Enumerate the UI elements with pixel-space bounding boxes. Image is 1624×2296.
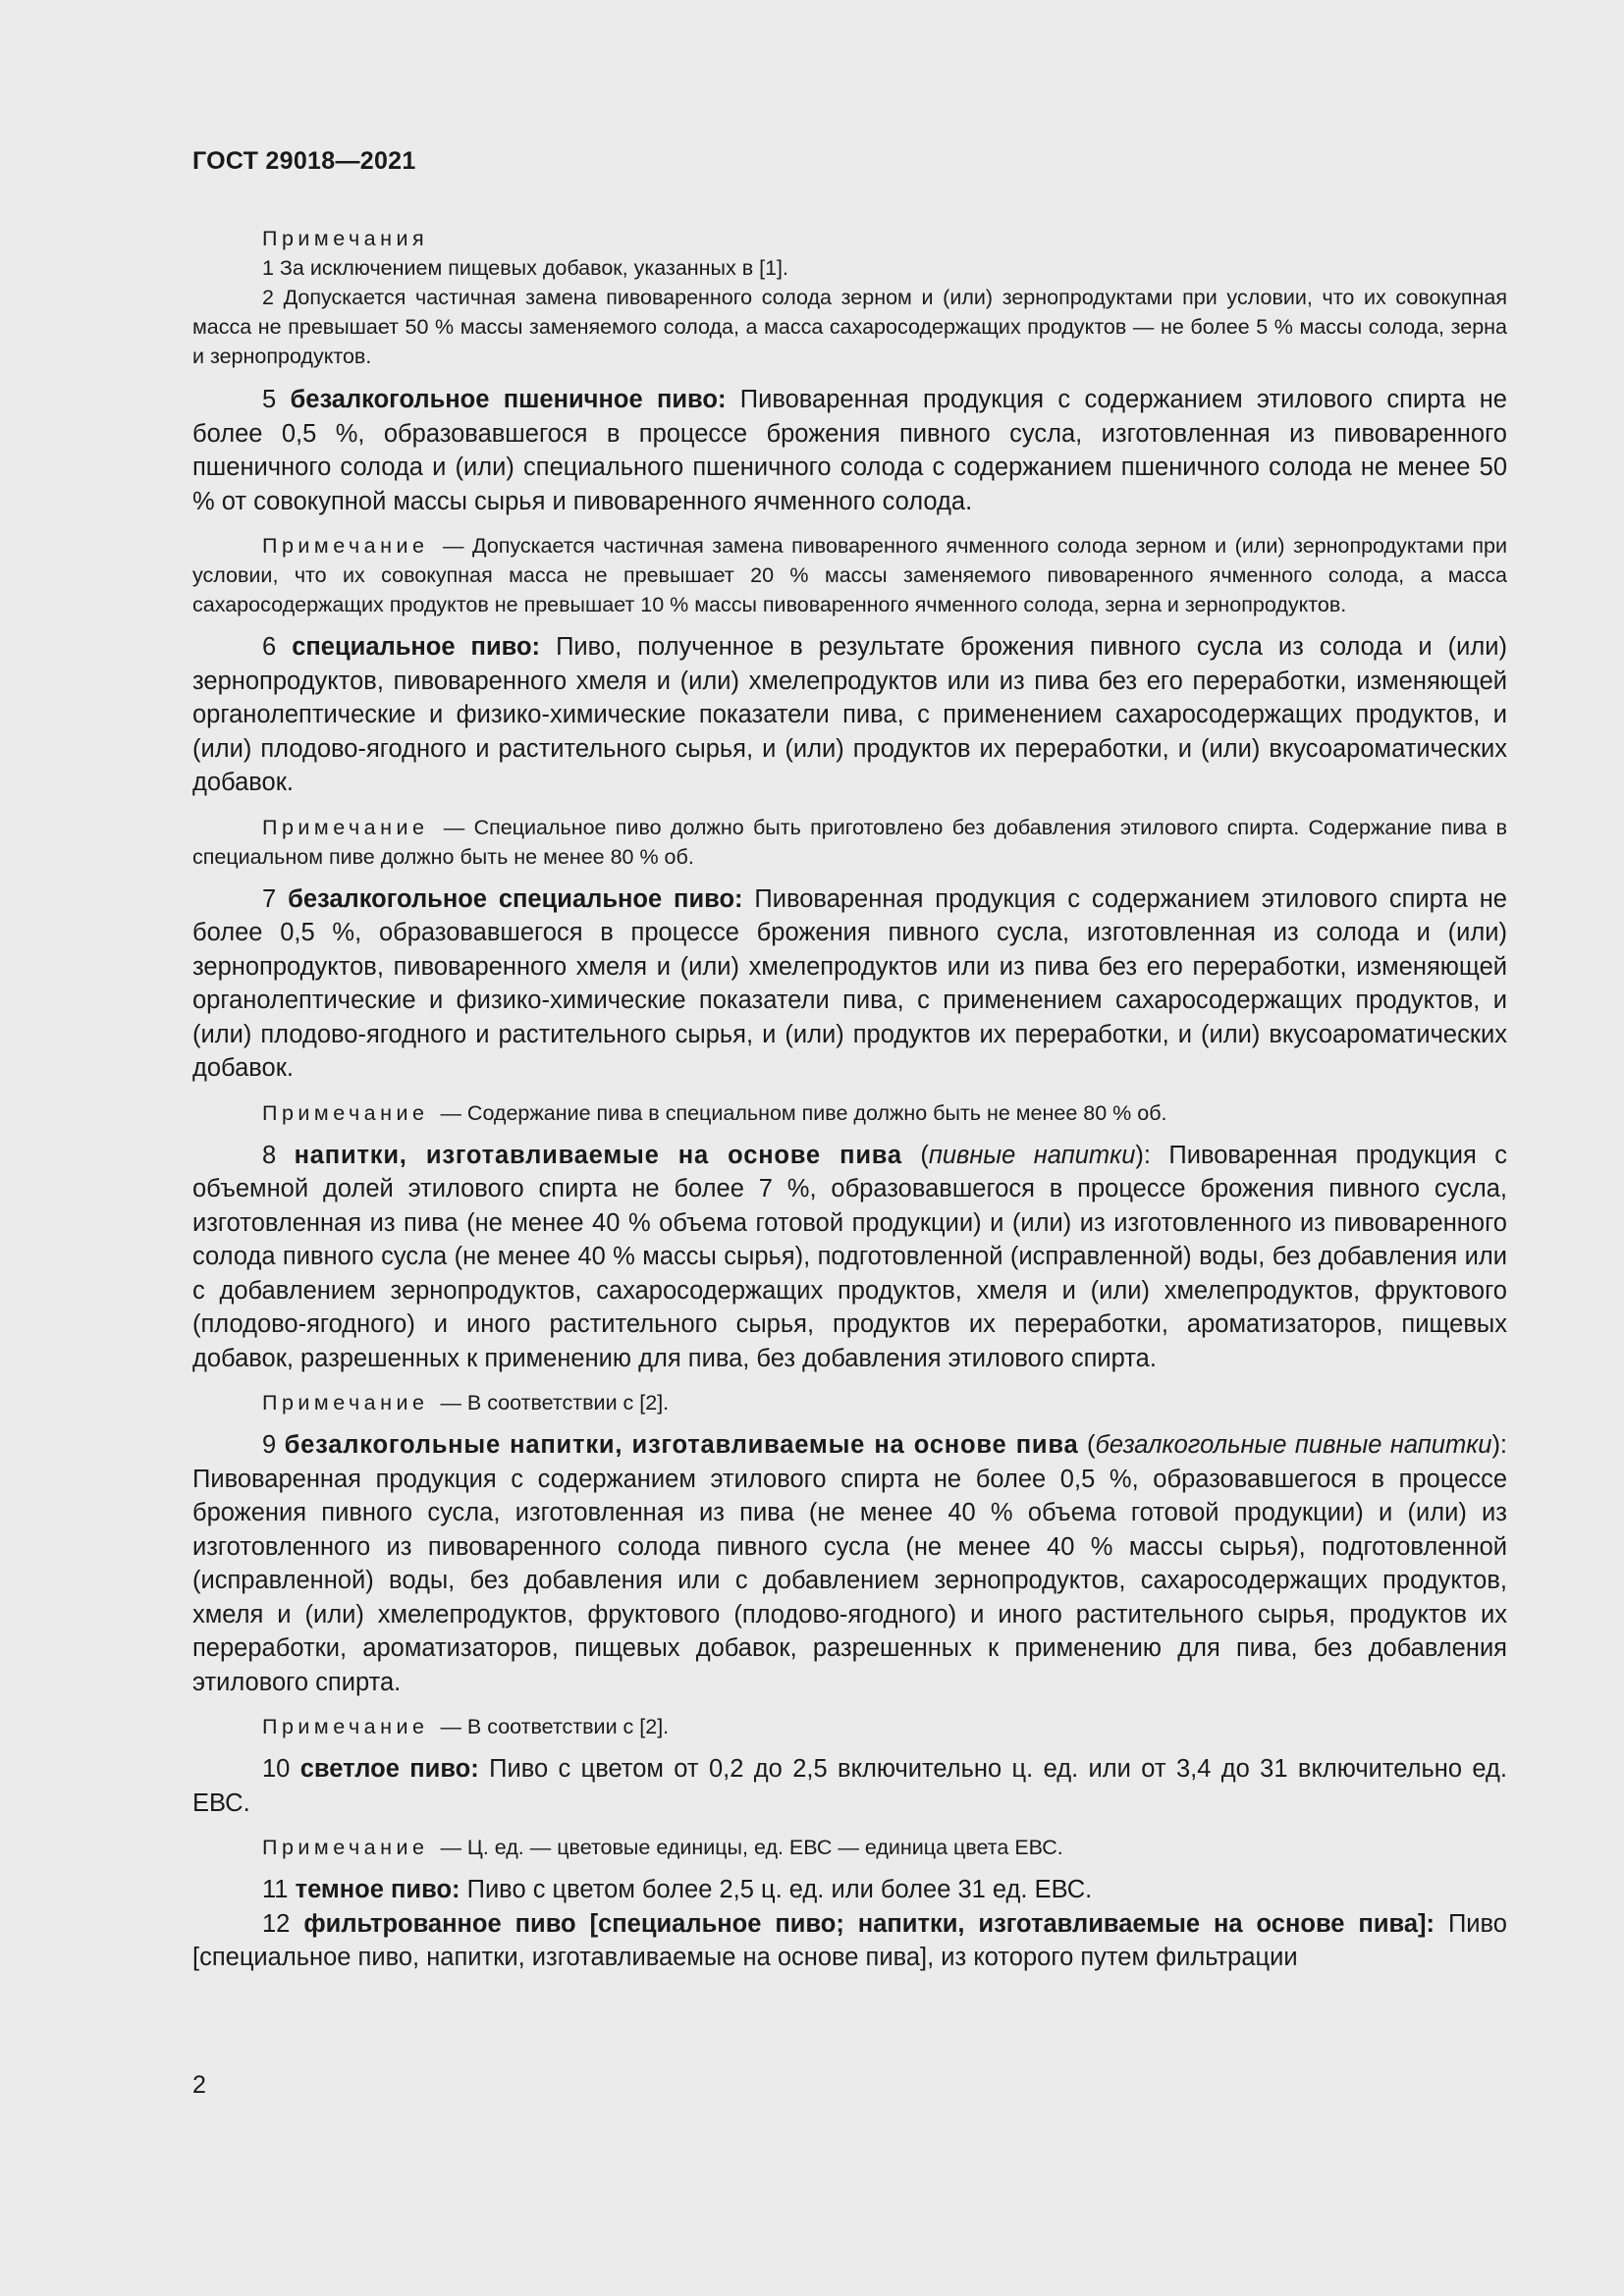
term: темное пиво: [295,1876,460,1903]
entry-note-10 [192,1833,1507,1862]
entry-number: 5 [262,386,277,413]
note-text: — В соответствии с [2]. [440,1715,670,1738]
term: безалкогольное пшеничное пиво: [290,386,727,413]
note-item: 2 Допускается частичная замена пивоваренного солода зерном и (или) зернопродуктами при условии, что их совокупная масса не превышает 50 % массы заменяемого солода, а масса сахаросодержащих продуктов — не более 5 % массы солода, зерна и зернопродуктов. [192,286,1507,368]
term: безалкогольное специальное пиво: [288,884,743,913]
note-text: — Содержание пива в специальном пиве должно быть не менее 80 % об. [440,1100,1167,1125]
page-number: 2 [192,2071,206,2099]
definition: Пиво с цветом более 2,5 ц. ед. или более 31 ед. ЕВС. [466,1876,1093,1903]
entry-number: 10 [262,1755,291,1783]
entry-number: 9 [262,1431,277,1459]
note-item: 1 За исключением пищевых добавок, указанных в [1]. [262,256,788,280]
entry-number: 7 [262,884,277,913]
term-entry-10 [192,1752,1507,1820]
definition: Пивоваренная продукция с содержанием этилового спирта не более 0,5 %, образовавшегося в процессе брожения пивного сусла, изготовленная из солода и (или) зернопродуктов, пивоваренного хмеля и (или) хмелепродуктов или из пива без его переработки, изменяющей органолептические и физико-химические показатели пива, с применением сахаросодержащих продуктов, и (или) плодово-ягодного и растительного сырья, и (или) продуктов их переработки, и (или) вкусоароматических добавок. [192,884,1507,1082]
entry-note-7 [192,1098,1507,1128]
definition: Пиво с цветом от 0,2 до 2,5 включительно ц. ед. или от 3,4 до 31 включительно ед. ЕВС. [192,1755,1507,1817]
definition: Пивоваренная продукция с объемной долей этилового спирта не более 7 %, образовавшегося в процессе брожения пивного сусла, изготовленная из пива (не менее 40 % объема готовой продукции) и (или) из изготовленного из пивоваренного солода пивного сусла (не менее 40 % массы сырья), подготовленной (исправленной) воды, без добавления или с добавлением зернопродуктов, сахаросодержащих продуктов, хмеля и (или) хмелепродуктов, фруктового (плодово-ягодного) и иного растительного сырья, продуктов их переработки, ароматизаторов, пищевых добавок, разрешенных к применению для пива, без добавления этилового спирта. [192,1141,1507,1372]
term-entry-9: 9 безалкогольные напитки, изготавливаемые на основе пива (безалкогольные пивные напитки): Пивоваренная продукция с содержанием этилового спирта не более 0,5 %, образовавшегося в процессе брожения пивного сусла, изготовленная из пива (не менее 40 % объема готовой продукции) и (или) из изготовленного из пивоваренного солода пивного сусла (не менее 40 % массы сырья), подготовленной (исправленной) воды, без добавления или с добавлением зернопродуктов, сахаросодержащих продуктов, хмеля и (или) хмелепродуктов, фруктового (плодово-ягодного) и иного растительного сырья, продуктов их переработки, ароматизаторов, пищевых добавок, разрешенных к применению для пива, без добавления этилового спирта. [192,1431,1508,1696]
entry-note-5 [192,531,1507,619]
term-entry-6 [192,630,1507,800]
term-entry-11 [192,1873,1507,1907]
term-entry-7 [192,882,1507,1086]
note-text: — Специальное пиво должно быть приготовлено без добавления этилового спирта. Содержание пива в специальном пиве должно быть не менее 80 % об. [192,815,1507,869]
term-entry-12 [192,1907,1507,1975]
note-label: Примечание [262,1100,429,1125]
note-label: Примечание [262,534,429,558]
term-entry-5 [192,383,1507,518]
definition: Пивоваренная продукция с содержанием этилового спирта не более 0,5 %, образовавшегося в процессе брожения пивного сусла, изготовленная из пивоваренного пшеничного солода и (или) специального пшеничного солода с содержанием пшеничного солода не менее 50 % от совокупной массы сырья и пивоваренного ячменного солода. [192,386,1507,515]
note-label: Примечание [262,1391,429,1415]
entry-number: 11 [262,1876,289,1903]
definition: Пиво [специальное пиво, напитки, изготавливаемые на основе пива], из которого путем фильтрации [192,1909,1507,1971]
note-label: Примечание [262,1715,429,1738]
entry-note-8 [192,1388,1507,1417]
notes-label: Примечания [262,227,429,250]
entry-number: 8 [262,1141,277,1169]
notes-block [192,224,1507,371]
definition: Пивоваренная продукция с содержанием этилового спирта не более 0,5 %, образовавшегося в процессе брожения пивного сусла, изготовленная из пива (не менее 40 % объема готовой продукции) и (или) из изготовленного из пивоваренного солода пивного сусла (не менее 40 % массы сырья), подготовленной (исправленной) воды, без добавления или с добавлением зернопродуктов, сахаросодержащих продуктов, хмеля и (или) хмелепродуктов, фруктового (плодово-ягодного) и иного растительного сырья, продуктов их переработки, ароматизаторов, пищевых добавок, разрешенных к применению для пива, без добавления этилового спирта. [192,1465,1507,1696]
term: светлое пиво: [299,1755,479,1783]
term: специальное пиво: [292,633,541,661]
entry-note-9 [192,1712,1507,1741]
document-body [192,224,1507,1988]
term-synonym: пивные напитки [928,1141,1136,1169]
term: фильтрованное пиво [специальное пиво; напитки, изготавливаемые на основе пива]: [303,1909,1435,1938]
note-label: Примечание [262,815,429,839]
note-text: — Допускается частичная замена пивоваренного ячменного солода зерном и (или) зернопродуктами при условии, что их совокупная масса не превышает 20 % массы заменяемого пивоваренного ячменного солода, а масса сахаросодержащих продуктов не превышает 10 % массы пивоваренного ячменного солода, зерна и зернопродуктов. [192,534,1507,616]
entry-number: 12 [262,1909,291,1938]
term: напитки, изготавливаемые на основе пива [294,1141,902,1169]
document-header: ГОСТ 29018—2021 [192,147,416,175]
definition: Пиво, полученное в результате брожения пивного сусла из солода и (или) зернопродуктов, пивоваренного хмеля и (или) хмелепродуктов или из пива без его переработки, изменяющей органолептические и физико-химические показатели пива, с применением сахаросодержащих продуктов, и (или) плодово-ягодного и растительного сырья, и (или) продуктов их переработки, и (или) вкусоароматических добавок. [192,633,1507,796]
entry-number: 6 [262,633,277,661]
term: безалкогольные напитки, изготавливаемые на основе пива [284,1431,1079,1459]
term-entry-8: 8 напитки, изготавливаемые на основе пива (пивные напитки): Пивоваренная продукция с объемной долей этилового спирта не более 7 %, образовавшегося в процессе брожения пивного сусла, изготовленная из пива (не менее 40 % объема готовой продукции) и (или) из изготовленного из пивоваренного солода пивного сусла (не менее 40 % массы сырья), подготовленной (исправленной) воды, без добавления или с добавлением зернопродуктов, сахаросодержащих продуктов, хмеля и (или) хмелепродуктов, фруктового (плодово-ягодного) и иного растительного сырья, продуктов их переработки, ароматизаторов, пищевых добавок, разрешенных к применению для пива, без добавления этилового спирта. [192,1141,1507,1372]
note-text: — В соответствии с [2]. [440,1391,670,1415]
note-label: Примечание [262,1836,429,1859]
entry-note-6 [192,813,1507,872]
term-synonym: безалкогольные пивные напитки [1095,1431,1492,1459]
note-text: — Ц. ед. — цветовые единицы, ед. ЕВС — единица цвета ЕВС. [440,1836,1063,1859]
